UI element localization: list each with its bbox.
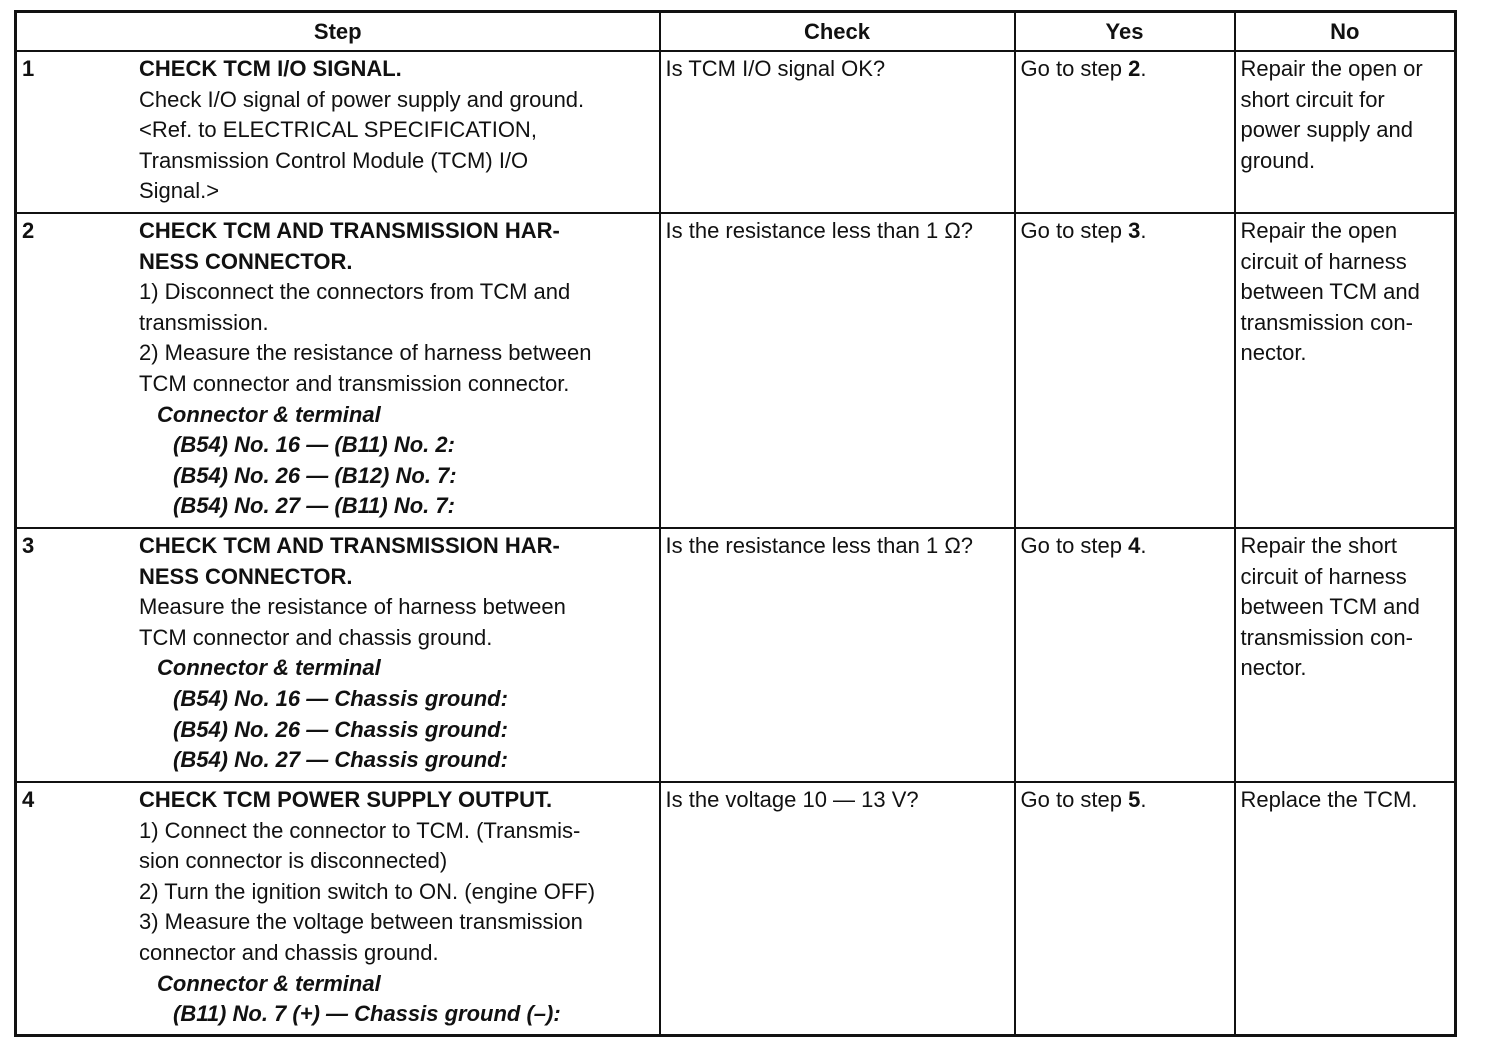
- step-instruction: TCM connector and chassis ground.: [139, 624, 493, 650]
- step-title: CHECK TCM POWER SUPPLY OUTPUT.: [139, 787, 553, 812]
- table-row: [16, 213, 1456, 528]
- no-action: transmission con-: [1240, 624, 1413, 650]
- no-action: power supply and: [1240, 117, 1413, 143]
- step-instruction: sion connector is disconnected): [139, 848, 448, 874]
- no-cell: [1235, 782, 1456, 1035]
- table-header-row: [16, 12, 1456, 52]
- step-instruction: <Ref. to ELECTRICAL SPECIFICATION,: [139, 117, 537, 143]
- check-cell: [660, 782, 1015, 1035]
- connector-terminal-item: (B54) No. 16 — Chassis ground:: [173, 685, 508, 711]
- no-cell: [1235, 213, 1456, 528]
- no-action: between TCM and: [1240, 279, 1420, 305]
- yes-step-number: 2: [1128, 56, 1141, 81]
- yes-text: Go to step: [1020, 787, 1129, 812]
- no-action: short circuit for: [1240, 86, 1385, 112]
- no-action: Replace the TCM.: [1240, 787, 1418, 812]
- no-action: circuit of harness: [1240, 563, 1407, 589]
- step-title: CHECK TCM I/O SIGNAL.: [139, 56, 402, 81]
- no-action: Repair the open: [1240, 218, 1398, 243]
- step-instruction: Signal.>: [139, 178, 220, 204]
- header-step: Step: [16, 12, 660, 52]
- step-cell: [16, 213, 660, 528]
- yes-cell: [1015, 782, 1235, 1035]
- step-instruction: Measure the resistance of harness between: [139, 594, 566, 620]
- step-cell: [16, 782, 660, 1035]
- no-cell: [1235, 51, 1456, 213]
- check-cell: [660, 528, 1015, 782]
- step-instruction: 2) Turn the ignition switch to ON. (engine OFF): [139, 878, 596, 904]
- no-action: between TCM and: [1240, 594, 1420, 620]
- step-instruction: Transmission Control Module (TCM) I/O: [139, 147, 529, 173]
- table-row: [16, 782, 1456, 1035]
- header-no: No: [1235, 12, 1456, 52]
- connector-terminal-label: Connector & terminal: [157, 655, 381, 681]
- connector-terminal-item: (B54) No. 16 — (B11) No. 2:: [173, 432, 455, 458]
- step-title: NESS CONNECTOR.: [139, 248, 353, 274]
- step-title: CHECK TCM AND TRANSMISSION HAR-: [139, 218, 560, 243]
- yes-suffix: .: [1140, 787, 1147, 812]
- step-instruction: 1) Disconnect the connectors from TCM and: [139, 279, 571, 305]
- step-title: NESS CONNECTOR.: [139, 563, 353, 589]
- no-cell: [1235, 528, 1456, 782]
- step-cell: [16, 528, 660, 782]
- step-number: 4: [22, 787, 35, 812]
- yes-step-number: 4: [1128, 533, 1141, 558]
- step-cell: [16, 51, 660, 213]
- step-instruction: 3) Measure the voltage between transmission: [139, 909, 583, 935]
- yes-step-number: 5: [1128, 787, 1141, 812]
- step-number: 3: [22, 533, 35, 558]
- check-cell: [660, 213, 1015, 528]
- step-title: CHECK TCM AND TRANSMISSION HAR-: [139, 533, 560, 558]
- diagnostic-table: [14, 10, 1457, 1037]
- table-body: [16, 51, 1456, 1035]
- step-instruction: TCM connector and transmission connector.: [139, 370, 570, 396]
- no-action: Repair the short: [1240, 533, 1398, 558]
- yes-suffix: .: [1140, 218, 1147, 243]
- header-yes: Yes: [1015, 12, 1235, 52]
- connector-terminal-item: (B54) No. 27 — (B11) No. 7:: [173, 493, 455, 519]
- no-action: transmission con-: [1240, 309, 1413, 335]
- table-row: [16, 528, 1456, 782]
- no-action: ground.: [1240, 147, 1316, 173]
- yes-cell: [1015, 51, 1235, 213]
- no-action: nector.: [1240, 655, 1307, 681]
- check-question: Is TCM I/O signal OK?: [665, 56, 886, 81]
- connector-terminal-item: (B54) No. 26 — Chassis ground:: [173, 716, 508, 742]
- yes-text: Go to step: [1020, 218, 1129, 243]
- no-action: circuit of harness: [1240, 248, 1407, 274]
- connector-terminal-item: (B54) No. 27 — Chassis ground:: [173, 747, 508, 773]
- connector-terminal-item: (B54) No. 26 — (B12) No. 7:: [173, 462, 457, 488]
- step-instruction: Check I/O signal of power supply and ground.: [139, 86, 585, 112]
- no-action: nector.: [1240, 340, 1307, 366]
- step-number: 1: [22, 56, 35, 81]
- connector-terminal-item: (B11) No. 7 (+) — Chassis ground (–):: [173, 1001, 561, 1027]
- connector-terminal-label: Connector & terminal: [157, 401, 381, 427]
- yes-text: Go to step: [1020, 56, 1129, 81]
- connector-terminal-label: Connector & terminal: [157, 970, 381, 996]
- step-instruction: 1) Connect the connector to TCM. (Transmis-: [139, 817, 581, 843]
- step-instruction: 2) Measure the resistance of harness between: [139, 340, 592, 366]
- yes-suffix: .: [1140, 56, 1147, 81]
- yes-text: Go to step: [1020, 533, 1129, 558]
- yes-suffix: .: [1140, 533, 1147, 558]
- yes-cell: [1015, 528, 1235, 782]
- check-cell: [660, 51, 1015, 213]
- table-row: [16, 51, 1456, 213]
- yes-step-number: 3: [1128, 218, 1141, 243]
- check-question: Is the resistance less than 1 Ω?: [665, 533, 973, 558]
- check-question: Is the voltage 10 — 13 V?: [665, 787, 919, 812]
- no-action: Repair the open or: [1240, 56, 1423, 81]
- header-check: Check: [660, 12, 1015, 52]
- yes-cell: [1015, 213, 1235, 528]
- step-number: 2: [22, 218, 35, 243]
- check-question: Is the resistance less than 1 Ω?: [665, 218, 973, 243]
- step-instruction: transmission.: [139, 309, 269, 335]
- step-instruction: connector and chassis ground.: [139, 939, 439, 965]
